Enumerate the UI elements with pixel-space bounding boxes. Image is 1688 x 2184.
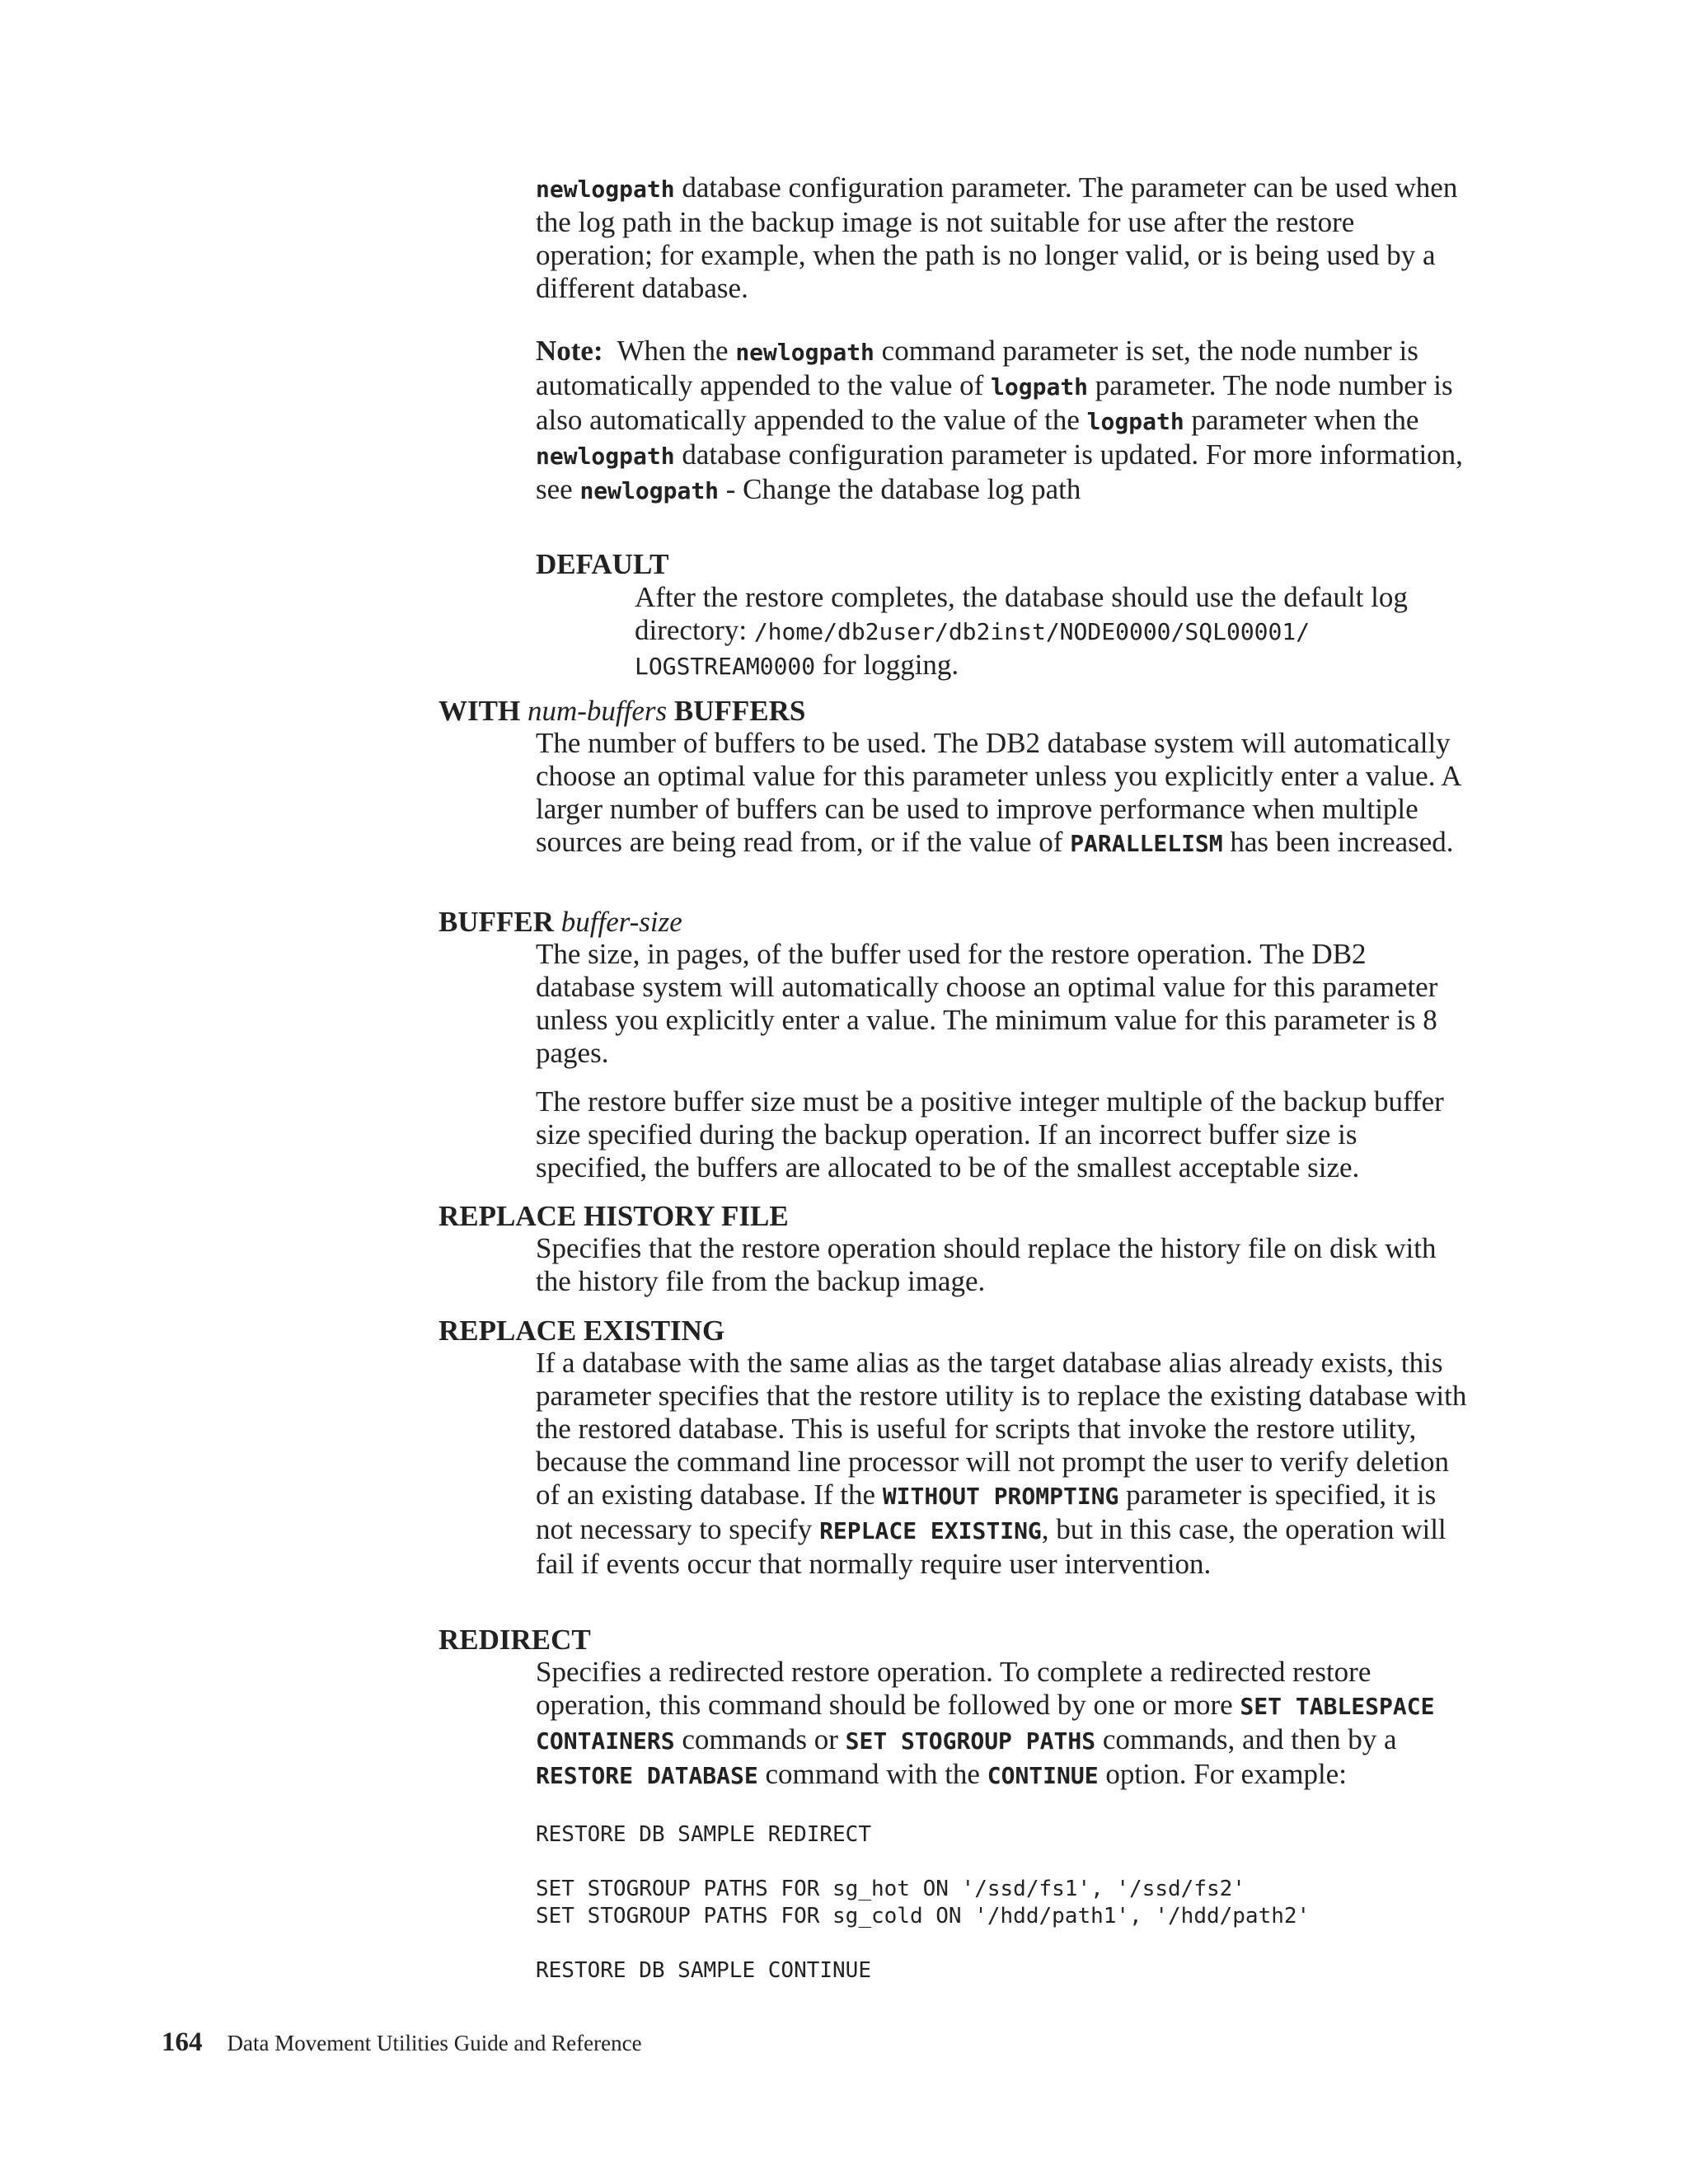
text: parameter when the [1184,404,1419,436]
keyword: logpath [991,373,1089,401]
redirect-term: REDIRECT [438,1624,591,1656]
text: commands, and then by a [1095,1723,1397,1755]
text: parameter is specified, it is not necessary to specify [536,1479,1437,1545]
keyword: RESTORE DATABASE [536,1762,758,1789]
keyword: BUFFERS [673,695,806,727]
text: If a database with the same alias as the target database alias already exists, this parameter specifies that the restore utility is to replace the existing database with the restored database. This is useful for scripts that invoke the restore utility, because the command line processor will not prompt the user to verify deletion of an existing database. If the [536,1347,1467,1511]
keyword: newlogpath [536,176,675,203]
code-line: RESTORE DB SAMPLE CONTINUE [536,1958,871,1983]
buffer-description-1: The size, in pages, of the buffer used for the restore operation. The DB2 database system will automatically choose an optimal value for this parameter unless you explicitly enter a value. The minimum value for this parameter is 8 pages. [536,938,1438,1069]
default-term: DEFAULT [536,548,669,580]
default-description [635,581,1475,683]
replace-history-description: Specifies that the restore operation should replace the history file on disk with the history file from the backup image. [536,1232,1437,1297]
keyword: newlogpath [579,477,720,504]
text: - Change the database log path [719,473,1081,505]
redirect-description [536,1656,1467,1793]
buffer-term [438,906,682,939]
text: , but in this case, the operation will fail if events occur that normally require user intervention. [536,1513,1447,1580]
text: Specifies a redirected restore operation. To complete a redirected restore operation, this command should be followed by one or more [536,1656,1372,1721]
text: database configuration parameter. The parameter can be used when the log path in the backup image is not suitable for use after the restore operation; for example, when the path is no longer valid, or is being used by a different database. [536,171,1458,304]
keyword: logpath [1086,408,1184,435]
page-number: 164 [162,2027,203,2057]
with-buffers-description [536,727,1467,860]
keyword: newlogpath [536,443,675,470]
variable: buffer-size [560,906,682,938]
code-line: RESTORE DB SAMPLE REDIRECT [536,1822,871,1847]
keyword: PARALLELISM [1070,830,1223,857]
page-footer [162,2029,642,2056]
text: database configuration parameter is updated. For more information, see [536,438,1463,505]
text: option. For example: [1098,1758,1347,1790]
keyword: newlogpath [735,339,874,366]
book-title: Data Movement Utilities Guide and Reference [227,2031,642,2055]
replace-existing-description [536,1347,1467,1581]
replace-history-term: REPLACE HISTORY FILE [438,1200,789,1232]
text: After the restore completes, the database should use the default log directory: [635,581,1408,646]
replace-existing-term: REPLACE EXISTING [438,1315,725,1347]
note-label: Note: [536,335,603,367]
text: for logging. [815,649,959,681]
text: commands or [674,1723,846,1755]
keyword: BUFFER [438,906,554,938]
keyword: WITH [438,695,521,727]
keyword: WITHOUT PROMPTING [882,1483,1119,1510]
text: command with the [757,1758,987,1790]
code-block: SET STOGROUP PATHS FOR sg_hot ON '/ssd/fs1', '/ssd/fs2' SET STOGROUP PATHS FOR sg_cold ON '/hdd/path1', '/hdd/path2' [536,1877,1311,1929]
path: LOGSTREAM0000 [635,653,816,680]
keyword: SET TABLESPACE CONTAINERS [536,1693,1435,1755]
text: command parameter is set, the node number is automatically appended to the value of [536,335,1418,401]
variable: num-buffers [527,695,668,727]
text: has been increased. [1222,826,1454,858]
keyword: REPLACE EXISTING [819,1517,1042,1544]
with-buffers-term [438,695,805,728]
path: /home/db2user/db2inst/NODE0000/SQL00001/ [753,618,1311,645]
text: When the [617,335,736,367]
buffer-description-2: The restore buffer size must be a positive integer multiple of the backup buffer size specified during the backup operation. If an incorrect buffer size is specified, the buffers are allocated to be of the smallest acceptable size. [536,1085,1444,1183]
text: The number of buffers to be used. The DB2 database system will automatically choose an optimal value for this parameter unless you explicitly enter a value. A larger number of buffers can be used to improve performance when multiple sources are being read from, or if the value of [536,727,1461,858]
keyword: SET STOGROUP PATHS [845,1727,1096,1755]
text: parameter. The node number is also automatically appended to the value of the [536,369,1453,436]
note-paragraph [536,335,1467,508]
newlogpath-paragraph [536,171,1467,305]
keyword: CONTINUE [987,1762,1099,1789]
